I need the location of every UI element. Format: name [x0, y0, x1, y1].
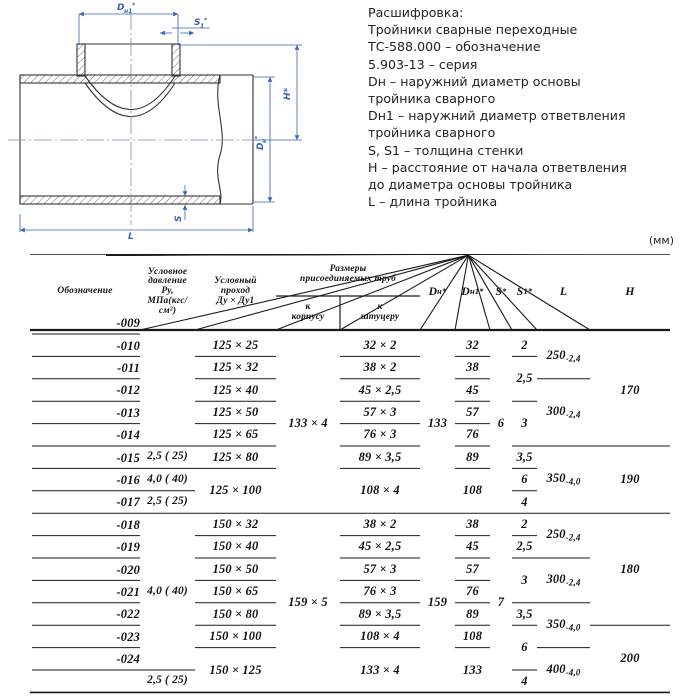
label-branch-diameter-sup: *	[132, 2, 136, 9]
s-cell: 7	[497, 595, 505, 610]
designation-cell: -015	[116, 450, 140, 465]
label-body-diameter-sub: н	[261, 138, 268, 143]
pressure-cell: 2,5 ( 25)	[147, 450, 188, 463]
h-cell: 180	[620, 561, 640, 576]
designation-cell: -010	[116, 338, 140, 353]
to-nozzle-cell: 108 × 4	[360, 628, 400, 643]
header-dn1: D н1 *	[461, 284, 484, 298]
dn1-cell: 108	[462, 483, 483, 498]
label-length: L	[128, 232, 134, 240]
to-nozzle-cell: 45 × 2,5	[358, 382, 402, 397]
pressure-cell: 2,5 ( 25)	[147, 495, 188, 508]
l-cell: $300_{-2,4}$	[546, 572, 581, 588]
legend-line: Тройники сварные переходные	[368, 22, 578, 38]
to-nozzle-cell: 89 × 3,5	[358, 449, 402, 464]
to-nozzle-cell: 133 × 4	[360, 662, 400, 677]
header-to-body: к корпусу	[291, 302, 325, 322]
l-cell: $250_{-2,4}$	[546, 527, 581, 543]
legend-line: Dн – наружний диаметр основы	[368, 73, 581, 89]
label-branch-wall: S	[194, 18, 201, 28]
l-cell: $400_{-4,0}$	[546, 661, 581, 678]
designation-cell: -021	[116, 585, 140, 600]
to-nozzle-cell: 76 × 3	[363, 584, 397, 599]
designation-cell: -017	[116, 495, 140, 510]
designation-cell: -013	[116, 405, 140, 420]
to-nozzle-cell: 57 × 3	[363, 561, 397, 576]
header-dn: D н *	[428, 284, 447, 298]
legend-line: Dн1 – наружний диаметр ответвления	[368, 108, 626, 124]
dn1-cell: 45	[466, 539, 479, 554]
dn-cell: 133	[427, 416, 448, 431]
dn1-cell: 38	[466, 360, 479, 375]
s1-cell: 3	[521, 416, 528, 431]
s-cell: 6	[497, 416, 505, 431]
legend-line: L – длина тройника	[368, 194, 498, 210]
s1-cell: 2,5	[516, 539, 533, 554]
designation-cell: -022	[116, 607, 140, 622]
tee-body-outline	[8, 12, 262, 225]
dn1-cell: 108	[462, 628, 483, 643]
dn1-cell: 57	[466, 561, 479, 576]
dn-cell: 159	[427, 595, 448, 610]
dn1-cell: 32	[466, 337, 479, 352]
nominal-bore-cell: 150 × 80	[212, 606, 259, 621]
header-s: S *	[495, 284, 507, 298]
legend-line: до диаметра основы тройника	[368, 177, 573, 193]
label-body-diameter: D	[256, 142, 266, 150]
nominal-bore-cell: 150 × 50	[212, 561, 259, 576]
header-h: H	[625, 284, 635, 298]
legend-line: S, S1 – толщина стенки	[368, 142, 524, 158]
s1-cell: 6	[521, 472, 528, 487]
designation-cell: -020	[116, 562, 140, 577]
label-branch-wall-sup: *	[204, 17, 208, 24]
designation-cell: -016	[116, 473, 140, 488]
header-pressure: Условное давление Ру, МПа(кгс/см²)	[147, 266, 188, 316]
to-nozzle-cell: 76 × 3	[363, 427, 397, 442]
nominal-bore-cell: 125 × 40	[212, 382, 259, 397]
designation-cell: -011	[117, 361, 140, 376]
s1-cell: 2	[521, 337, 528, 352]
label-body-wall: S	[174, 215, 184, 222]
s1-cell: 6	[521, 640, 528, 655]
header-s1: S 1 *	[516, 284, 533, 298]
h-cell: 170	[620, 382, 640, 397]
tee-drawing-svg	[0, 0, 360, 240]
nominal-bore-cell: 150 × 125	[209, 662, 262, 677]
legend-line: H – расстояние от начала ответвления	[368, 159, 627, 175]
unit-note: (мм)	[648, 234, 674, 247]
dn1-cell: 133	[462, 662, 483, 677]
tee-drawing	[0, 0, 360, 240]
s1-cell: 2,5	[516, 371, 533, 386]
nominal-bore-cell: 125 × 50	[212, 404, 259, 419]
designation-cell: -024	[116, 652, 140, 667]
nominal-bore-cell: 125 × 100	[209, 483, 262, 498]
nominal-bore-cell: 125 × 32	[212, 360, 259, 375]
s1-cell: 2	[521, 516, 528, 531]
s1-cell: 3	[521, 572, 528, 587]
to-body-cell: 159 × 5	[288, 595, 328, 610]
dn1-cell: 89	[466, 606, 479, 621]
nominal-bore-cell: 150 × 32	[212, 516, 259, 531]
header-l: L	[559, 284, 568, 298]
to-nozzle-cell: 89 × 3,5	[358, 606, 402, 621]
designation-cell: -012	[116, 383, 140, 398]
pressure-cell: 4,0 ( 40)	[147, 584, 188, 597]
designation-cell: -009	[116, 316, 140, 331]
specification-table	[30, 254, 670, 694]
to-body-cell: 133 × 4	[288, 416, 328, 431]
to-nozzle-cell: 38 × 2	[363, 516, 397, 531]
label-branch-diameter: D	[117, 3, 125, 13]
nominal-bore-cell: 125 × 25	[212, 337, 259, 352]
designation-cell: -019	[116, 540, 140, 555]
label-body-diameter-sup: *	[254, 135, 261, 139]
dn1-cell: 45	[466, 382, 479, 397]
nominal-bore-cell: 125 × 65	[212, 427, 259, 442]
designation-cell: -023	[116, 629, 140, 644]
label-branch-wall-sub: 1	[200, 23, 205, 30]
l-cell: $350_{-4,0}$	[546, 471, 581, 487]
designation-cell: -014	[116, 428, 140, 443]
l-cell: $250_{-2,4}$	[546, 348, 581, 364]
dn1-cell: 76	[466, 427, 479, 442]
header-to-nozzle: к штуцеру	[360, 302, 400, 322]
h-cell: 200	[620, 651, 640, 666]
nominal-bore-cell: 125 × 80	[212, 449, 259, 464]
dn1-cell: 57	[466, 404, 479, 419]
header-pipe-sizes-group: Размеры присоединяемых труб	[300, 264, 396, 284]
to-nozzle-cell: 108 × 4	[360, 483, 400, 498]
header-nominal-bore: Условный проход Ду × Ду1	[214, 276, 257, 306]
legend-line: тройника сварного	[368, 125, 496, 141]
legend-line: 5.903-13 – серия	[368, 56, 478, 72]
label-height: H*	[283, 87, 293, 100]
to-nozzle-cell: 45 × 2,5	[358, 539, 402, 554]
l-cell: $300_{-2,4}$	[546, 404, 581, 420]
to-nozzle-cell: 32 × 2	[363, 337, 397, 352]
legend-title: Расшифровка:	[368, 5, 464, 20]
nominal-bore-cell: 150 × 100	[209, 628, 262, 643]
dn1-cell: 38	[466, 516, 479, 531]
to-nozzle-cell: 38 × 2	[363, 360, 397, 375]
s1-cell: 4	[521, 673, 528, 688]
pressure-cell: 4,0 ( 40)	[147, 472, 188, 485]
nominal-bore-cell: 150 × 40	[212, 539, 259, 554]
legend-line: тройника сварного	[368, 91, 496, 107]
legend-line: ТС-588.000 – обозначение	[368, 39, 541, 55]
label-branch-diameter-sub: н1	[124, 8, 133, 15]
dn1-cell: 89	[466, 449, 479, 464]
s1-cell: 3,5	[516, 449, 533, 464]
l-cell: $350_{-4,0}$	[546, 616, 581, 633]
to-nozzle-cell: 57 × 3	[363, 404, 397, 419]
h-cell: 190	[620, 472, 640, 487]
header-designation: Обозначение	[57, 286, 113, 297]
nominal-bore-cell: 150 × 65	[212, 584, 259, 599]
designation-cell: -018	[116, 517, 140, 532]
dn1-cell: 76	[466, 584, 479, 599]
s1-cell: 4	[521, 494, 528, 509]
pressure-cell: 2,5 ( 25)	[147, 674, 188, 687]
s1-cell: 3,5	[516, 606, 533, 621]
legend-block	[368, 4, 698, 210]
